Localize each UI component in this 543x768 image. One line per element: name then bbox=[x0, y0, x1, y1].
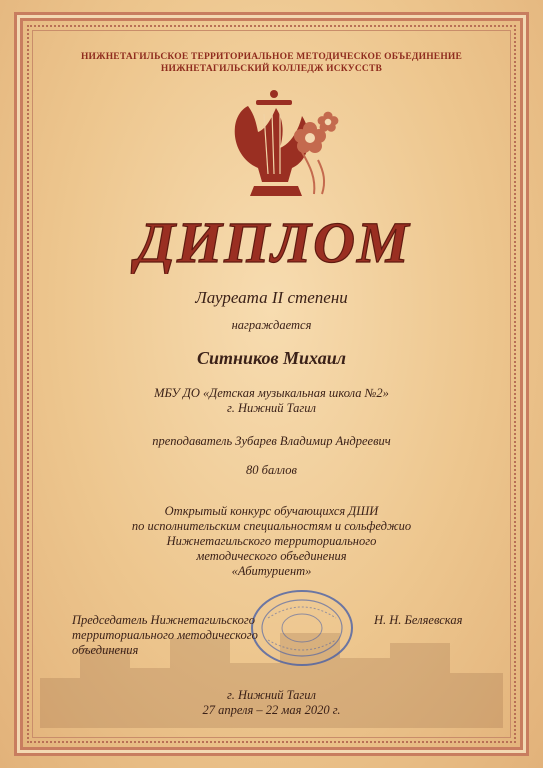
awarded-label: награждается bbox=[231, 318, 312, 332]
signatory-position-line1: Председатель Нижнетагильского bbox=[72, 613, 256, 627]
official-stamp bbox=[248, 588, 356, 668]
signatory-position-line3: объединения bbox=[72, 643, 139, 657]
school-city: г. Нижний Тагил bbox=[226, 401, 317, 415]
school-name: МБУ ДО «Детская музыкальная школа №2» bbox=[154, 386, 389, 400]
contest-line-1: Открытый конкурс обучающихся ДШИ bbox=[164, 504, 379, 518]
teacher-name: преподаватель Зубарев Владимир Андреевич bbox=[152, 434, 391, 448]
recipient-name: Ситников Михаил bbox=[196, 348, 347, 368]
organization-name-line2: НИЖНЕТАГИЛЬСКИЙ КОЛЛЕДЖ ИСКУССТВ bbox=[160, 64, 383, 74]
contest-line-3: Нижнетагильского территориального bbox=[166, 534, 377, 548]
diploma-title bbox=[130, 208, 416, 274]
organization-name-line1: НИЖНЕТАГИЛЬСКОЕ ТЕРРИТОРИАЛЬНОЕ МЕТОДИЧЕСКОЕ ОБЪЕДИНЕНИЕ bbox=[80, 52, 463, 62]
contest-name: «Абитуриент» bbox=[231, 564, 312, 578]
lyre-with-flowers-icon bbox=[218, 86, 346, 204]
signatory-position-line2: территориального методического bbox=[72, 628, 258, 642]
contest-dates: 27 апреля – 22 мая 2020 г. bbox=[202, 703, 341, 717]
issue-city: г. Нижний Тагил bbox=[226, 688, 317, 702]
score: 80 баллов bbox=[246, 463, 297, 477]
signatory-name: Н. Н. Беляевская bbox=[374, 613, 463, 627]
contest-line-4: методического объединения bbox=[196, 549, 347, 563]
svg-text:ДИПЛОМ: ДИПЛОМ bbox=[135, 210, 411, 274]
laureate-degree: Лауреата II степени bbox=[195, 288, 348, 307]
contest-line-2: по исполнительским специальностям и сольфеджио bbox=[131, 519, 412, 533]
